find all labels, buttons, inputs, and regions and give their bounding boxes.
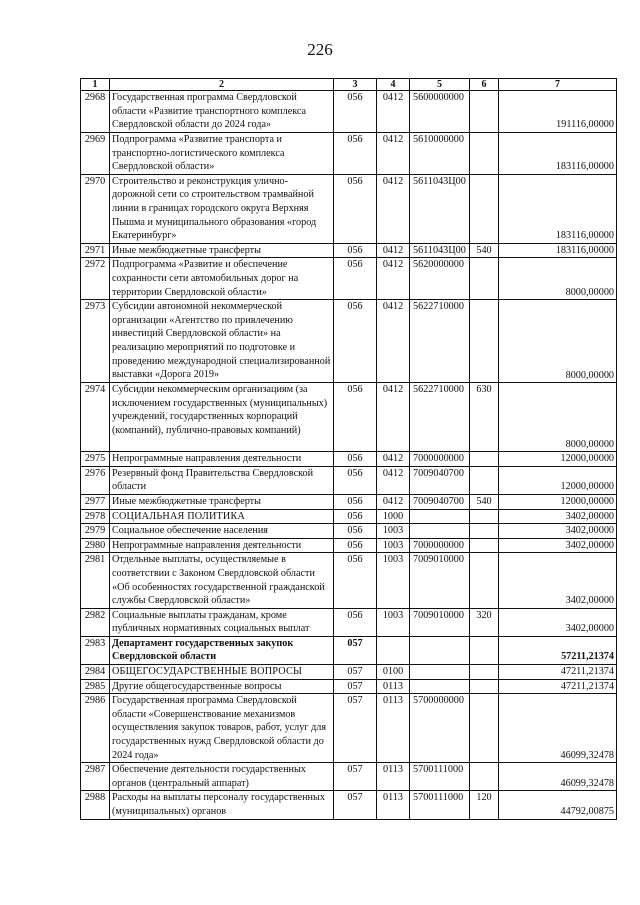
row-number: 2979 bbox=[81, 524, 110, 539]
row-section-code: 0113 bbox=[377, 791, 410, 819]
row-grbs-code: 056 bbox=[334, 608, 377, 636]
row-grbs-code: 056 bbox=[334, 258, 377, 300]
page-number: 226 bbox=[307, 40, 333, 59]
row-grbs-code: 056 bbox=[334, 494, 377, 509]
row-section-code: 1003 bbox=[377, 538, 410, 553]
table-row bbox=[81, 174, 617, 243]
row-grbs-code: 057 bbox=[334, 636, 377, 664]
row-target-article: 5600000000 bbox=[410, 91, 470, 133]
row-name: Строительство и реконструкция улично-дорожной сети со строительством трамвайной линии в границах городского округа Верхняя Пышма и муниципального образования «город Екатеринбург» bbox=[110, 174, 334, 243]
row-section-code: 0412 bbox=[377, 300, 410, 383]
row-number: 2978 bbox=[81, 509, 110, 524]
row-expense-type: 320 bbox=[470, 608, 499, 636]
row-expense-type bbox=[470, 174, 499, 243]
row-target-article: 7009040700 bbox=[410, 466, 470, 494]
row-name: Другие общегосударственные вопросы bbox=[110, 679, 334, 694]
header-row bbox=[81, 79, 617, 91]
row-expense-type: 120 bbox=[470, 791, 499, 819]
row-name: Иные межбюджетные трансферты bbox=[110, 494, 334, 509]
row-amount: 12000,00000 bbox=[499, 466, 617, 494]
table-row bbox=[81, 553, 617, 608]
row-amount: 191116,00000 bbox=[499, 91, 617, 133]
row-target-article: 7009010000 bbox=[410, 553, 470, 608]
row-target-article: 7000000000 bbox=[410, 538, 470, 553]
row-target-article: 5610000000 bbox=[410, 133, 470, 175]
row-name: Иные межбюджетные трансферты bbox=[110, 243, 334, 258]
row-name: Расходы на выплаты персоналу государственных (муниципальных) органов bbox=[110, 791, 334, 819]
row-section-code: 1000 bbox=[377, 509, 410, 524]
table-row bbox=[81, 636, 617, 664]
budget-table bbox=[80, 78, 617, 820]
row-target-article bbox=[410, 679, 470, 694]
row-target-article: 7009040700 bbox=[410, 494, 470, 509]
row-section-code: 0412 bbox=[377, 91, 410, 133]
table-row bbox=[81, 300, 617, 383]
row-grbs-code: 057 bbox=[334, 763, 377, 791]
row-amount: 183116,00000 bbox=[499, 174, 617, 243]
row-expense-type bbox=[470, 91, 499, 133]
row-expense-type bbox=[470, 679, 499, 694]
row-grbs-code: 056 bbox=[334, 524, 377, 539]
row-grbs-code: 057 bbox=[334, 665, 377, 680]
row-amount: 8000,00000 bbox=[499, 258, 617, 300]
row-section-code: 1003 bbox=[377, 524, 410, 539]
row-number: 2975 bbox=[81, 452, 110, 467]
row-grbs-code: 056 bbox=[334, 383, 377, 452]
row-name: ОБЩЕГОСУДАРСТВЕННЫЕ ВОПРОСЫ bbox=[110, 665, 334, 680]
row-amount: 44792,00875 bbox=[499, 791, 617, 819]
row-expense-type bbox=[470, 538, 499, 553]
row-target-article: 5611043Ц00 bbox=[410, 174, 470, 243]
column-header: 5 bbox=[410, 79, 470, 91]
row-grbs-code: 056 bbox=[334, 452, 377, 467]
row-grbs-code: 056 bbox=[334, 538, 377, 553]
row-expense-type bbox=[470, 509, 499, 524]
row-number: 2987 bbox=[81, 763, 110, 791]
table-row bbox=[81, 452, 617, 467]
row-name: СОЦИАЛЬНАЯ ПОЛИТИКА bbox=[110, 509, 334, 524]
table-row bbox=[81, 383, 617, 452]
row-amount: 47211,21374 bbox=[499, 679, 617, 694]
row-target-article: 5622710000 bbox=[410, 300, 470, 383]
row-number: 2988 bbox=[81, 791, 110, 819]
table-row bbox=[81, 494, 617, 509]
column-header: 3 bbox=[334, 79, 377, 91]
row-name: Подпрограмма «Развитие и обеспечение сохранности сети автомобильных дорог на территории Свердловской области» bbox=[110, 258, 334, 300]
row-name: Обеспечение деятельности государственных органов (центральный аппарат) bbox=[110, 763, 334, 791]
table-row bbox=[81, 509, 617, 524]
row-section-code: 0412 bbox=[377, 174, 410, 243]
row-expense-type bbox=[470, 133, 499, 175]
row-number: 2983 bbox=[81, 636, 110, 664]
table-row bbox=[81, 679, 617, 694]
row-number: 2980 bbox=[81, 538, 110, 553]
row-name: Государственная программа Свердловской области «Развитие транспортного комплекса Свердловской области до 2024 года» bbox=[110, 91, 334, 133]
table-row bbox=[81, 694, 617, 763]
row-grbs-code: 057 bbox=[334, 694, 377, 763]
column-header: 4 bbox=[377, 79, 410, 91]
row-name: Субсидии некоммерческим организациям (за исключением государственных (муниципальных) учреждений, государственных корпораций (компаний), публично-правовых компаний) bbox=[110, 383, 334, 452]
row-amount: 12000,00000 bbox=[499, 452, 617, 467]
row-number: 2986 bbox=[81, 694, 110, 763]
table-row bbox=[81, 466, 617, 494]
row-amount: 57211,21374 bbox=[499, 636, 617, 664]
row-target-article: 5620000000 bbox=[410, 258, 470, 300]
row-number: 2972 bbox=[81, 258, 110, 300]
row-grbs-code: 056 bbox=[334, 466, 377, 494]
column-header: 6 bbox=[470, 79, 499, 91]
row-number: 2971 bbox=[81, 243, 110, 258]
row-expense-type bbox=[470, 694, 499, 763]
row-name: Департамент государственных закупок Свердловской области bbox=[110, 636, 334, 664]
row-section-code bbox=[377, 636, 410, 664]
row-grbs-code: 056 bbox=[334, 91, 377, 133]
row-section-code: 0412 bbox=[377, 133, 410, 175]
row-grbs-code: 057 bbox=[334, 679, 377, 694]
row-amount: 46099,32478 bbox=[499, 763, 617, 791]
row-expense-type bbox=[470, 763, 499, 791]
row-amount: 3402,00000 bbox=[499, 538, 617, 553]
row-target-article: 7000000000 bbox=[410, 452, 470, 467]
row-amount: 46099,32478 bbox=[499, 694, 617, 763]
row-name: Социальное обеспечение населения bbox=[110, 524, 334, 539]
row-section-code: 0412 bbox=[377, 243, 410, 258]
row-section-code: 0113 bbox=[377, 694, 410, 763]
row-number: 2973 bbox=[81, 300, 110, 383]
table-row bbox=[81, 791, 617, 819]
row-expense-type bbox=[470, 258, 499, 300]
column-header: 1 bbox=[81, 79, 110, 91]
row-grbs-code: 056 bbox=[334, 133, 377, 175]
table-row bbox=[81, 258, 617, 300]
row-amount: 8000,00000 bbox=[499, 300, 617, 383]
table-row bbox=[81, 91, 617, 133]
row-amount: 8000,00000 bbox=[499, 383, 617, 452]
row-section-code: 0113 bbox=[377, 679, 410, 694]
row-expense-type bbox=[470, 300, 499, 383]
row-amount: 183116,00000 bbox=[499, 133, 617, 175]
row-expense-type bbox=[470, 524, 499, 539]
row-target-article: 5611043Ц00 bbox=[410, 243, 470, 258]
row-name: Социальные выплаты гражданам, кроме публичных нормативных социальных выплат bbox=[110, 608, 334, 636]
row-section-code: 0412 bbox=[377, 494, 410, 509]
row-number: 2968 bbox=[81, 91, 110, 133]
table-row bbox=[81, 243, 617, 258]
row-amount: 12000,00000 bbox=[499, 494, 617, 509]
row-expense-type bbox=[470, 665, 499, 680]
row-target-article bbox=[410, 524, 470, 539]
row-name: Непрограммные направления деятельности bbox=[110, 452, 334, 467]
row-section-code: 1003 bbox=[377, 553, 410, 608]
row-name: Отдельные выплаты, осуществляемые в соответствии с Законом Свердловской области «Об особенностях государственной гражданской службы Свердловской области» bbox=[110, 553, 334, 608]
row-target-article: 5700111000 bbox=[410, 763, 470, 791]
row-number: 2982 bbox=[81, 608, 110, 636]
row-expense-type bbox=[470, 466, 499, 494]
row-amount: 3402,00000 bbox=[499, 524, 617, 539]
row-number: 2974 bbox=[81, 383, 110, 452]
row-number: 2969 bbox=[81, 133, 110, 175]
row-number: 2985 bbox=[81, 679, 110, 694]
column-header: 7 bbox=[499, 79, 617, 91]
row-section-code: 1003 bbox=[377, 608, 410, 636]
row-target-article: 5700111000 bbox=[410, 791, 470, 819]
row-grbs-code: 056 bbox=[334, 174, 377, 243]
row-section-code: 0412 bbox=[377, 466, 410, 494]
row-target-article: 5700000000 bbox=[410, 694, 470, 763]
row-number: 2977 bbox=[81, 494, 110, 509]
row-grbs-code: 056 bbox=[334, 300, 377, 383]
table-row bbox=[81, 763, 617, 791]
row-grbs-code: 056 bbox=[334, 509, 377, 524]
row-name: Резервный фонд Правительства Свердловской области bbox=[110, 466, 334, 494]
row-number: 2981 bbox=[81, 553, 110, 608]
column-header: 2 bbox=[110, 79, 334, 91]
row-amount: 3402,00000 bbox=[499, 608, 617, 636]
table-row bbox=[81, 133, 617, 175]
row-section-code: 0100 bbox=[377, 665, 410, 680]
row-name: Непрограммные направления деятельности bbox=[110, 538, 334, 553]
row-expense-type: 630 bbox=[470, 383, 499, 452]
row-section-code: 0412 bbox=[377, 258, 410, 300]
row-expense-type bbox=[470, 636, 499, 664]
row-amount: 47211,21374 bbox=[499, 665, 617, 680]
row-target-article bbox=[410, 665, 470, 680]
row-name: Подпрограмма «Развитие транспорта и транспортно-логистического комплекса Свердловской области» bbox=[110, 133, 334, 175]
row-number: 2984 bbox=[81, 665, 110, 680]
row-section-code: 0412 bbox=[377, 383, 410, 452]
row-amount: 3402,00000 bbox=[499, 553, 617, 608]
row-target-article: 7009010000 bbox=[410, 608, 470, 636]
row-amount: 183116,00000 bbox=[499, 243, 617, 258]
table-row bbox=[81, 538, 617, 553]
row-section-code: 0113 bbox=[377, 763, 410, 791]
row-expense-type: 540 bbox=[470, 494, 499, 509]
row-name: Государственная программа Свердловской области «Совершенствование механизмов осуществления закупок товаров, работ, услуг для государственных нужд Свердловской области до 2024 года» bbox=[110, 694, 334, 763]
row-name: Субсидии автономной некоммерческой организации «Агентство по привлечению инвестиций Свердловской области» на реализацию мероприятий по подготовке и проведению международной специализированной выставки «Дорога 2019» bbox=[110, 300, 334, 383]
table-row bbox=[81, 665, 617, 680]
row-expense-type bbox=[470, 452, 499, 467]
row-grbs-code: 056 bbox=[334, 243, 377, 258]
row-number: 2970 bbox=[81, 174, 110, 243]
row-target-article bbox=[410, 636, 470, 664]
row-amount: 3402,00000 bbox=[499, 509, 617, 524]
table-row bbox=[81, 608, 617, 636]
table-body bbox=[81, 91, 617, 820]
row-expense-type bbox=[470, 553, 499, 608]
row-target-article bbox=[410, 509, 470, 524]
row-section-code: 0412 bbox=[377, 452, 410, 467]
row-grbs-code: 056 bbox=[334, 553, 377, 608]
row-target-article: 5622710000 bbox=[410, 383, 470, 452]
table-row bbox=[81, 524, 617, 539]
row-grbs-code: 057 bbox=[334, 791, 377, 819]
row-expense-type: 540 bbox=[470, 243, 499, 258]
row-number: 2976 bbox=[81, 466, 110, 494]
